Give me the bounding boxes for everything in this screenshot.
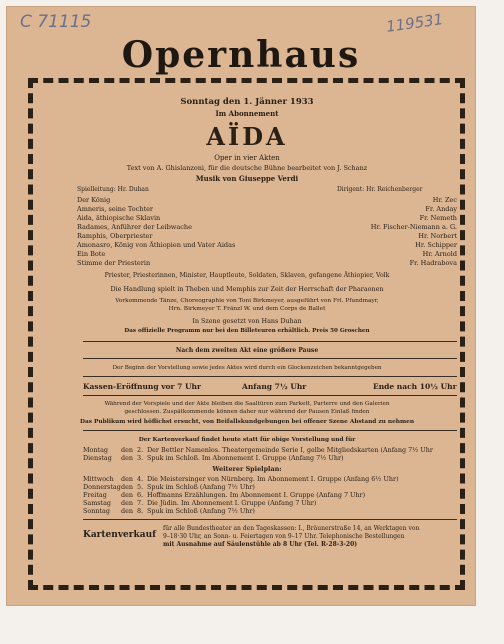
setting: Die Handlung spielt in Theben und Memphis zur Zeit der Herrschaft der Pharaonen	[110, 285, 384, 293]
sale-day-row: Dienstag den 3. Spuk im Schloß. Im Abonnement I. Gruppe (Anfang 7½ Uhr)	[83, 454, 344, 462]
plan-row: Sonntag den 8. Spuk im Schloß (Anfang 7½ Uhr)	[83, 507, 255, 515]
divider	[83, 376, 457, 377]
sale-day-row: Montag den 2. Der Bettler Namenlos. Theatergemeinde Serie I, gelbe Mitgliedskarten (Anfang 7½ Uhr	[83, 446, 433, 454]
playbill-sheet	[6, 6, 476, 606]
begin-note: Der Beginn der Vorstellung sowie jedes Aktes wird durch ein Glockenzeichen bekanntgegeben	[112, 365, 382, 371]
cast-row: Amneris, seine Tochter Fr. Anday	[77, 205, 457, 213]
box-office-opening: Kassen-Eröffnung vor 7 Uhr	[83, 382, 201, 391]
divider	[83, 395, 457, 396]
start-time: Anfang 7½ Uhr	[242, 382, 307, 391]
date: Sonntag den 1. Jänner 1933	[180, 97, 314, 107]
end-time: Ende nach 10½ Uhr	[373, 382, 457, 391]
latecomers-line-2: geschlossen. Zuspätkommende können daher nur während der Pausen Einlaß finden	[124, 409, 370, 415]
sale-note: Der Kartenverkauf findet heute statt für obige Vorstellung und für	[138, 437, 356, 443]
manuscript-number-left: C 71115	[20, 12, 92, 32]
music-credit: Musik von Giuseppe Verdi	[195, 174, 299, 183]
cast-row: Aida, äthiopische Sklavin Fr. Nemeth	[77, 214, 457, 222]
cast-row: Ein Bote Hr. Arnold	[77, 250, 457, 258]
ticket-sale-line-1: für alle Bundestheater an den Tageskassen: I., Bräunerstraße 14, an Werktagen von	[163, 525, 420, 532]
pause-note: Nach dem zweiten Akt eine größere Pause	[175, 347, 319, 354]
plan-heading: Weiterer Spielplan:	[212, 465, 282, 473]
conductor: Dirigent: Hr. Reichenberger	[337, 186, 423, 193]
page-title: Opernhaus	[121, 34, 361, 76]
plan-row: Donnerstag den 5. Spuk im Schloß (Anfang 7½ Uhr)	[83, 483, 255, 491]
cast-row: Ramphis, Oberpriester Hr. Norbert	[77, 232, 457, 240]
cast-row: Der König Hr. Zec	[77, 196, 457, 204]
divider	[83, 341, 457, 342]
ticket-sale-line-3: mit Ausnahme auf Säulenstühle ab 8 Uhr (Tel. R-28-3-20)	[163, 541, 358, 548]
subscription: Im Abonnement	[215, 109, 279, 118]
ensemble: Priester, Priesterinnen, Minister, Hauptleute, Soldaten, Sklaven, gefangene Äthiopier, Volk	[104, 272, 390, 279]
divider	[83, 358, 457, 359]
cast-row: Stimme der Priesterin Fr. Hadrabova	[77, 259, 457, 267]
plan-row: Samstag den 7. Die Jüdin. Im Abonnement I. Gruppe (Anfang 7 Uhr)	[83, 499, 317, 507]
latecomers-line-1: Während der Vorspiele und der Akte bleiben die Saaltüren zum Parkett, Parterre und den Galerien	[104, 401, 390, 407]
staging: In Szene gesetzt von Hans Duhan	[192, 317, 302, 325]
ticket-sale-label: Kartenverkauf	[83, 530, 157, 540]
opera-subtitle: Oper in vier Akten	[214, 154, 280, 162]
plan-row: Freitag den 6. Hoffmanns Erzählungen. Im Abonnement I. Gruppe (Anfang 7 Uhr)	[83, 491, 366, 499]
dances-line-1: Vorkommende Tänze, Choreographie von Toni Birkmeyer, ausgeführt von Frl. Pfundmayr,	[115, 298, 379, 304]
plan-row: Mittwoch den 4. Die Meistersinger von Nürnberg. Im Abonnement I. Gruppe (Anfang 6½ Uhr)	[83, 475, 399, 483]
manuscript-number-right: 119531	[385, 10, 445, 36]
cast-row: Amonasro, König von Äthiopien und Vater Aidas Hr. Schipper	[77, 241, 457, 249]
opera-title: AÏDA	[206, 122, 288, 151]
dances-line-2: Hrn. Birkmeyer T. Fränzl W. und dem Corps de Ballet	[168, 306, 326, 312]
director: Spielleitung: Hr. Duhan	[77, 186, 149, 193]
applause-note: Das Publikum wird höflichst ersucht, von Beifallskundgebungen bei offener Szene Abstand zu nehmen	[79, 419, 415, 425]
text-credit: Text von A. Ghislanzoni, für die deutsche Bühne bearbeitet von J. Schanz	[126, 164, 368, 172]
program-note: Das offizielle Programm nur bei den Billeteuren erhältlich. Preis 50 Groschen	[124, 328, 370, 334]
cast-row: Radames, Anführer der Leibwache Hr. Fischer-Niemann a. G.	[77, 223, 457, 231]
divider	[83, 519, 457, 520]
ticket-sale-line-2: 9–18·30 Uhr, an Sonn- u. Feiertagen von 9–17 Uhr. Telephonische Bestellungen	[163, 533, 405, 540]
divider	[83, 430, 457, 431]
